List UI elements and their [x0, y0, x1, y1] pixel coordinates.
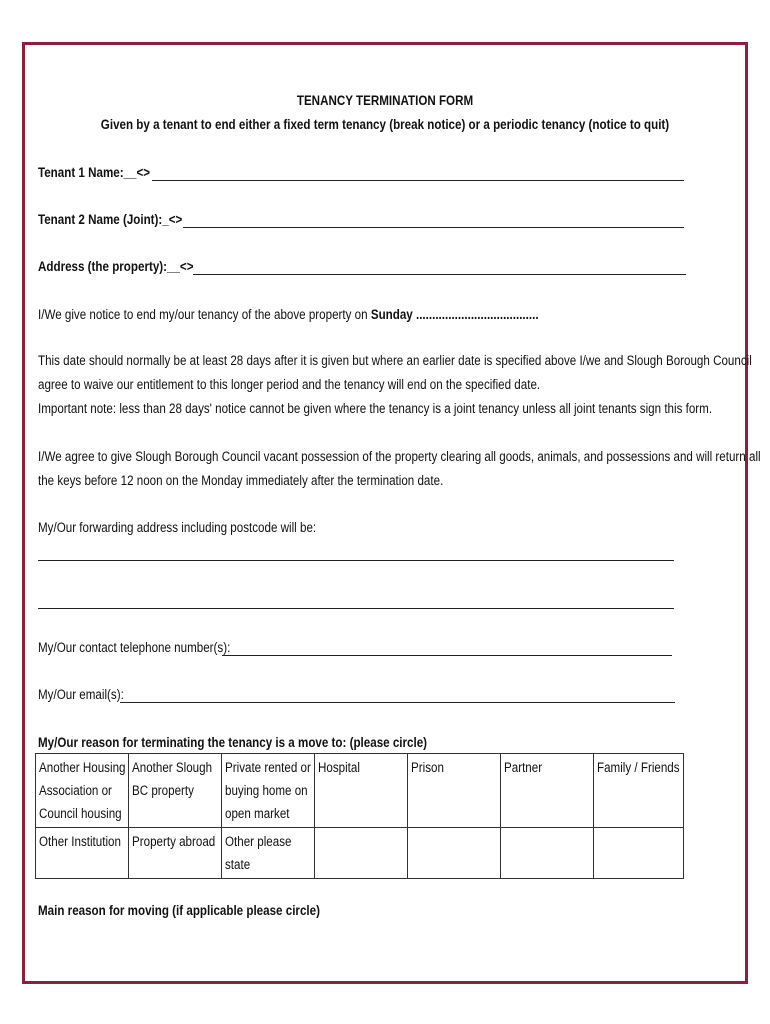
reason-option-cell[interactable] [315, 828, 408, 879]
reason-option-text: Partner [504, 760, 543, 775]
reason-option-cell[interactable] [129, 754, 222, 828]
phone-label: My/Our contact telephone number(s): [38, 640, 231, 655]
reason-option-cell[interactable] [129, 828, 222, 879]
reason-option-text: Family / Friends [597, 760, 680, 775]
reason-option-cell[interactable] [594, 754, 684, 828]
reason-option-cell[interactable] [408, 828, 501, 879]
reason-option-cell[interactable] [594, 828, 684, 879]
reason-option-text: Association or [39, 783, 112, 798]
notice-text: I/We give notice to end my/our tenancy of the above property on [38, 307, 368, 322]
reasons-table-row [36, 754, 684, 828]
important-note: Important note: less than 28 days' notice cannot be given where the tenancy is a joint tenancy unless all joint tenants sign this form. [38, 401, 713, 416]
vacant-possession-line-1: I/We agree to give Slough Borough Council vacant possession of the property clearing all goods, animals, and possessions and will return all [38, 449, 761, 464]
tenant2-name-field[interactable] [183, 227, 684, 228]
reason-option-cell[interactable] [408, 754, 501, 828]
reason-heading: My/Our reason for terminating the tenancy is a move to: (please circle) [38, 735, 428, 750]
reason-option-text: buying home on [225, 783, 308, 798]
tenant1-label: Tenant 1 Name:__<> [38, 165, 151, 180]
notice-day[interactable]: Sunday ...................................... [370, 307, 539, 322]
form-title: TENANCY TERMINATION FORM [296, 93, 474, 108]
reason-option-text: Council housing [39, 806, 122, 821]
reason-option-text: Another Slough [132, 760, 213, 775]
reason-option-cell[interactable] [36, 828, 129, 879]
phone-field[interactable] [222, 655, 672, 656]
reason-option-text: BC property [132, 783, 194, 798]
reason-option-text: Private rented or [225, 760, 311, 775]
reason-option-text: Other please [225, 834, 292, 849]
reason-option-text: open market [225, 806, 290, 821]
reasons-table [35, 753, 684, 879]
forwarding-address-field-1[interactable] [38, 560, 674, 561]
notice-statement [38, 307, 539, 323]
forwarding-address-label: My/Our forwarding address including postcode will be: [38, 520, 317, 535]
reason-option-text: Hospital [318, 760, 360, 775]
tenant2-label: Tenant 2 Name (Joint):_<> [38, 212, 183, 227]
reason-option-text: Prison [411, 760, 444, 775]
reason-option-text: state [225, 857, 251, 872]
main-reason-heading: Main reason for moving (if applicable please circle) [38, 903, 320, 918]
reason-option-cell[interactable] [36, 754, 129, 828]
address-label: Address (the property):__<> [38, 259, 194, 274]
address-field[interactable] [193, 274, 686, 275]
notice-period-line-1: This date should normally be at least 28 days after it is given but where an earlier date is specified above I/we and Slough Borough Council [38, 353, 752, 368]
reason-option-cell[interactable] [222, 828, 315, 879]
email-field[interactable] [120, 702, 675, 703]
tenant1-name-field[interactable] [152, 180, 684, 181]
reason-option-text: Another Housing [39, 760, 126, 775]
notice-period-line-2: agree to waive our entitlement to this longer period and the tenancy will end on the specified date. [38, 377, 541, 392]
form-subtitle: Given by a tenant to end either a fixed term tenancy (break notice) or a periodic tenancy (notice to quit) [100, 117, 670, 132]
reason-option-text: Property abroad [132, 834, 216, 849]
reason-option-cell[interactable] [501, 754, 594, 828]
reason-option-cell[interactable] [315, 754, 408, 828]
vacant-possession-line-2: the keys before 12 noon on the Monday immediately after the termination date. [38, 473, 444, 488]
reason-option-cell[interactable] [222, 754, 315, 828]
reason-option-cell[interactable] [501, 828, 594, 879]
email-label: My/Our email(s): [38, 687, 124, 702]
reason-option-text: Other Institution [39, 834, 121, 849]
forwarding-address-field-2[interactable] [38, 608, 674, 609]
reasons-table-row [36, 828, 684, 879]
